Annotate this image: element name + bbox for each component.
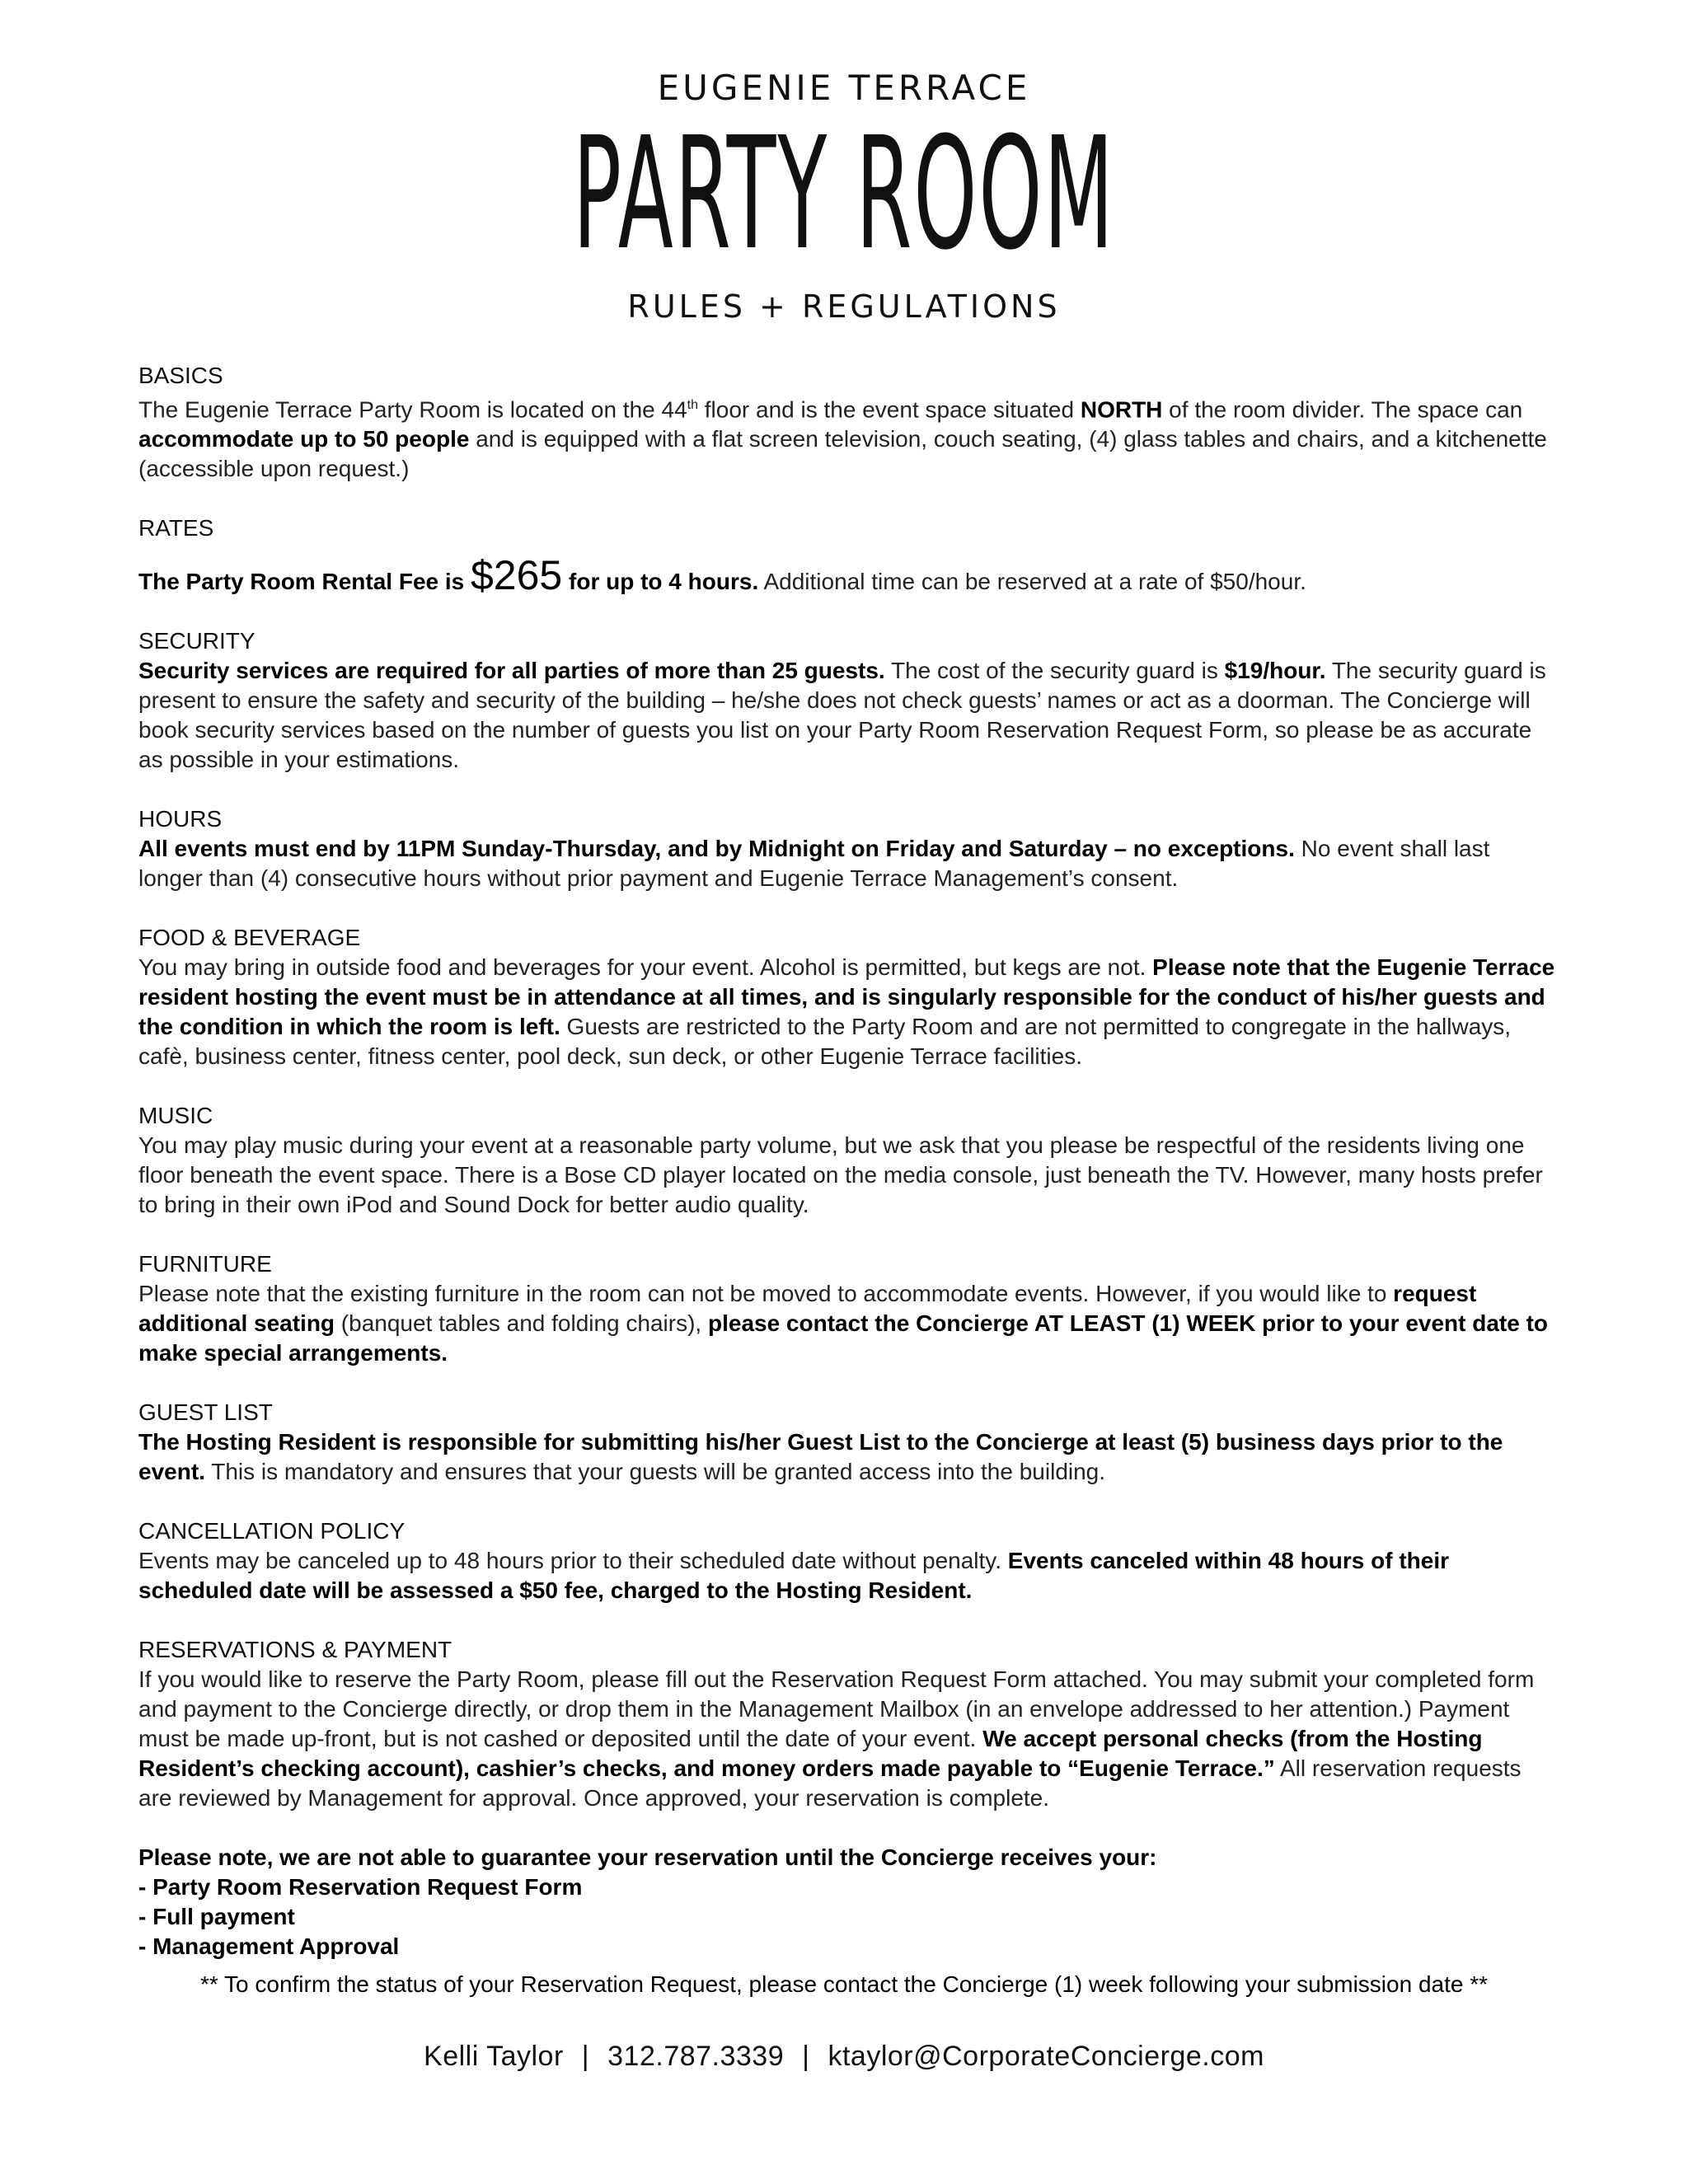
- section-text: You may play music during your event at a reasonable party volume, but we ask that you please be respectful of the residents living one floor beneath the event space. There is a Bose CD player located on the media console, just beneath the TV. However, many hosts prefer to bring in their own iPod and Sound Dock for better audio quality.: [138, 1132, 1543, 1218]
- section-heading: FURNITURE: [138, 1251, 272, 1277]
- text-run: and is equipped with a flat screen television, couch seating, (4) glass tables and chairs, and a kitchenette (accessible upon request.): [138, 426, 1547, 482]
- contact-name: Kelli Taylor: [424, 2041, 564, 2072]
- section-heading: BASICS: [138, 363, 223, 388]
- section-text: [138, 391, 1556, 484]
- section-heading: FOOD & BEVERAGE: [138, 925, 361, 951]
- confirmation-note: ** To confirm the status of your Reservation Request, please contact the Concierge (1) week following your submission date **: [199, 1971, 1489, 1997]
- section-hours: [138, 804, 1556, 893]
- section-text: [138, 552, 1556, 599]
- emphasis: $19/hour.: [1224, 658, 1326, 684]
- emphasis: Please note that the Eugenie Terrace resident hosting the event must be in attendance at all times, and is singularly responsible for the conduct of his/her guests and the condition in which the room is left.: [138, 954, 1555, 1040]
- section-heading: MUSIC: [138, 1103, 213, 1129]
- section-food-beverage: [138, 923, 1556, 1071]
- section-reservations: [138, 1635, 1556, 1813]
- section-cancellation: [138, 1516, 1556, 1605]
- requirements-block: [138, 1843, 1556, 1961]
- page-title: PARTY ROOM: [573, 104, 1115, 284]
- emphasis: Security services are required for all parties of more than 25 guests.: [138, 658, 885, 684]
- section-music: [138, 1101, 1556, 1220]
- text-run: Events may be canceled up to 48 hours prior to their scheduled date without penalty.: [138, 1548, 1008, 1574]
- text-run: The Eugenie Terrace Party Room is located on the 44: [138, 396, 687, 423]
- text-run: You may bring in outside food and beverages for your event. Alcohol is permitted, but kegs are not.: [138, 954, 1153, 981]
- text-run: of the room divider. The space can: [1162, 396, 1523, 423]
- section-text: [138, 1546, 1556, 1605]
- section-text: [138, 834, 1556, 893]
- section-heading: SECURITY: [138, 628, 256, 654]
- section-furniture: [138, 1249, 1556, 1368]
- emphasis: The Party Room Rental Fee is: [138, 569, 471, 595]
- emphasis: please contact the Concierge AT LEAST (1) WEEK prior to your event date to make special arrangements.: [138, 1310, 1549, 1366]
- rules-body: [138, 361, 1556, 1991]
- section-text: [138, 1279, 1556, 1368]
- section-rates: [138, 513, 1556, 597]
- superscript: th: [687, 398, 698, 412]
- section-heading: GUEST LIST: [138, 1399, 273, 1426]
- text-run: No event shall last longer than (4) consecutive hours without prior payment and Eugenie Terrace Management’s consent.: [138, 836, 1490, 892]
- section-security: [138, 626, 1556, 775]
- section-text: [138, 1665, 1556, 1813]
- separator: |: [581, 2041, 590, 2072]
- text-run: (banquet tables and folding chairs),: [335, 1310, 708, 1337]
- requirement-item: - Full payment: [138, 1904, 295, 1930]
- emphasis: accommodate up to 50 people: [138, 426, 470, 452]
- text-run: Please note that the existing furniture in the room can not be moved to accommodate events. However, if you would like to: [138, 1281, 1394, 1307]
- contact-phone[interactable]: 312.787.3339: [607, 2041, 785, 2072]
- requirement-item: - Management Approval: [138, 1933, 400, 1960]
- section-heading: CANCELLATION POLICY: [138, 1518, 406, 1544]
- text-run: This is mandatory and ensures that your guests will be granted access into the building.: [204, 1459, 1106, 1485]
- section-text: [138, 953, 1556, 1071]
- emphasis: request additional seating: [138, 1281, 1477, 1337]
- requirements-intro: Please note, we are not able to guarantee your reservation until the Concierge receives your:: [138, 1844, 1157, 1871]
- emphasis: for up to 4 hours.: [562, 569, 759, 595]
- section-heading: RATES: [138, 515, 214, 541]
- section-text: [138, 1427, 1556, 1487]
- text-run: Guests are restricted to the Party Room and are not permitted to congregate in the hallways, cafè, business center, fitness center, pool deck, sun deck, or other Eugenie Terrace facilities.: [138, 1014, 1512, 1070]
- building-name: EUGENIE TERRACE: [657, 68, 1031, 108]
- page-subtitle: RULES + REGULATIONS: [627, 288, 1061, 325]
- text-run: floor and is the event space situated: [698, 396, 1081, 423]
- section-heading: HOURS: [138, 806, 223, 832]
- emphasis: Events canceled within 48 hours of their scheduled date will be assessed a $50 fee, charged to the Hosting Resident.: [138, 1548, 1450, 1604]
- requirement-item: - Party Room Reservation Request Form: [138, 1874, 583, 1900]
- text-run: Additional time can be reserved at a rate of $50/hour.: [758, 569, 1306, 595]
- emphasis: The Hosting Resident is responsible for submitting his/her Guest List to the Concierge at least (5) business days prior to the event.: [138, 1429, 1503, 1485]
- section-text: [138, 656, 1556, 775]
- rental-price: $265: [471, 552, 563, 599]
- text-run: The security guard is present to ensure the safety and security of the building – he/she does not check guests’ names or act as a doorman. The Concierge will book security services based on the number of guests you list on your Party Room Reservation Request Form, so please be as accurate as possible in your estimations.: [138, 658, 1546, 773]
- separator: |: [802, 2041, 810, 2072]
- text-run: The cost of the security guard is: [884, 658, 1225, 684]
- emphasis: We accept personal checks (from the Hosting Resident’s checking account), cashier’s checks, and money orders made payable to “Eugenie Terrace.”: [138, 1726, 1483, 1782]
- section-basics: [138, 361, 1556, 484]
- contact-email-link[interactable]: ktaylor@CorporateConcierge.com: [828, 2041, 1264, 2072]
- text-run: All reservation requests are reviewed by Management for approval. Once approved, your reservation is complete.: [138, 1755, 1522, 1811]
- text-run: If you would like to reserve the Party Room, please fill out the Reservation Request Form attached. You may submit your completed form and payment to the Concierge directly, or drop them in the Management Mailbox (in an envelope addressed to her attention.) Payment must be made up-front, but is not cashed or deposited until the date of your event.: [138, 1666, 1535, 1752]
- section-guest-list: [138, 1398, 1556, 1487]
- emphasis: NORTH: [1080, 396, 1163, 423]
- emphasis: All events must end by 11PM Sunday-Thursday, and by Midnight on Friday and Saturday – no exceptions.: [138, 836, 1295, 862]
- section-heading: RESERVATIONS & PAYMENT: [138, 1637, 452, 1663]
- contact-line: [0, 2041, 1688, 2073]
